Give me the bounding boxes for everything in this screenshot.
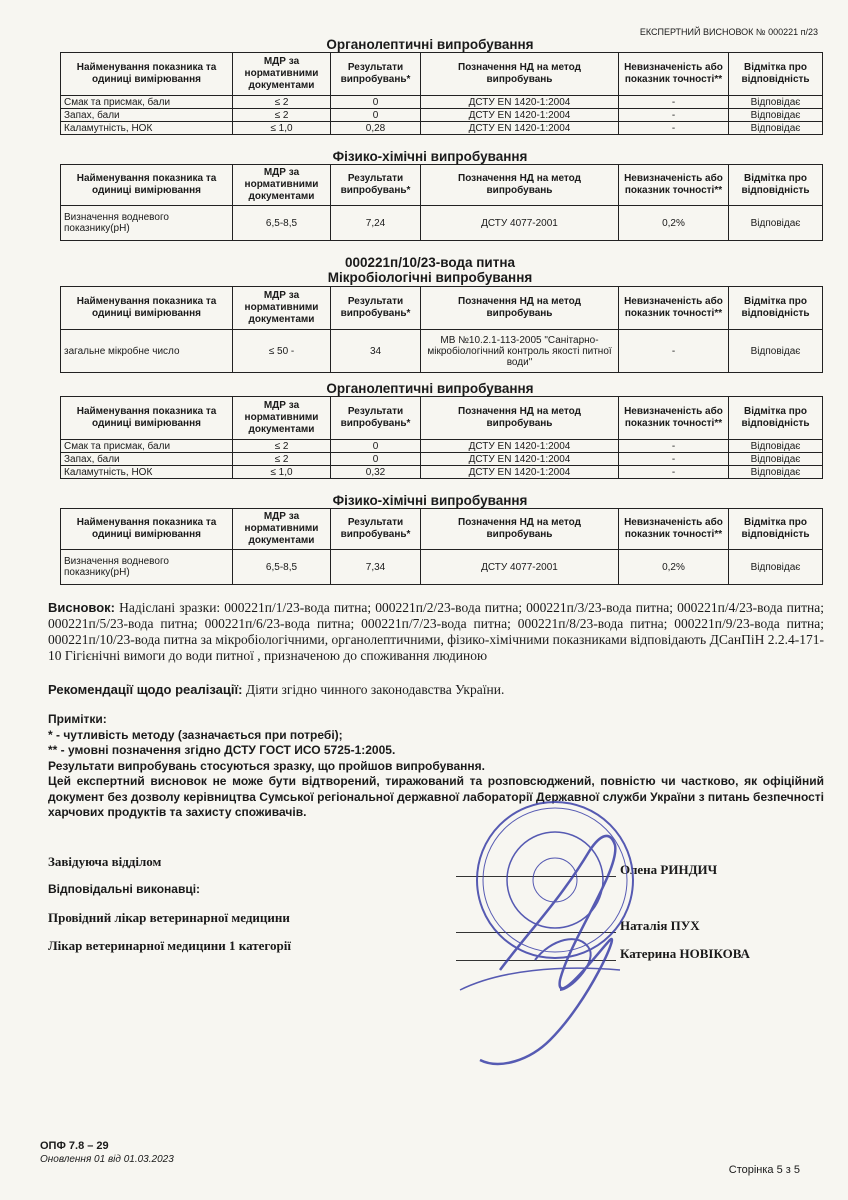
header-results: Результати випробувань* (331, 165, 421, 206)
header-results: Результати випробувань* (331, 287, 421, 330)
header-indicator: Найменування показника та одиниці вимірювання (61, 287, 233, 330)
cell: 0,2% (619, 550, 729, 585)
table-micro-2 (60, 286, 823, 373)
header-indicator: Найменування показника та одиниці вимірювання (61, 397, 233, 440)
conclusion-text: Надіслані зразки: 000221п/1/23-вода питна; 000221п/2/23-вода питна; 000221п/3/23-вода питна; 000221п/4/23-вода питна; 000221п/5/23-вода питна; 000221п/6/23-вода питна; 000221п/7/23-вода питна; 000221п/8/23-вода питна; 000221п/9/23-вода питна; 000221п/10/23-вода питна за мікробіологічними, органолептичними, фізико-хімічними показниками відповідають ДСанПіН 2.2.4-171-10 Гігієнічні вимоги до води питної , призначеною до споживання людиною (48, 600, 825, 663)
section-title-micro-2: Мікробіологічні випробування (327, 270, 533, 285)
name-1: Наталія ПУХ (620, 918, 700, 933)
cell: ДСТУ EN 1420-1:2004 (421, 96, 619, 109)
cell: Відповідає (729, 122, 823, 135)
cell: ДСТУ 4077-2001 (421, 550, 619, 585)
role-1: Провідний лікар ветеринарної медицини (48, 910, 290, 925)
cell: 0 (331, 440, 421, 453)
section-title-organoleptic-1: Органолептичні випробування (326, 37, 534, 52)
document-number: ЕКСПЕРТНИЙ ВИСНОВОК № 000221 п/23 (639, 27, 818, 37)
cell: ≤ 1,0 (233, 466, 331, 479)
cell: ≤ 50 - (233, 330, 331, 373)
recommendations (48, 682, 504, 698)
cell: Запах, бали (61, 453, 233, 466)
head-title: Завідуюча відділом (48, 854, 162, 869)
header-indicator: Найменування показника та одиниці вимірювання (61, 165, 233, 206)
cell: Смак та присмак, бали (61, 96, 233, 109)
cell: 34 (331, 330, 421, 373)
header-compliance: Відмітка про відповідність (729, 397, 823, 440)
recommendations-label: Рекомендації щодо реалізації: (48, 682, 243, 697)
conclusion (48, 600, 824, 664)
head-name: Олена РИНДИЧ (620, 862, 718, 877)
cell: ДСТУ 4077-2001 (421, 206, 619, 241)
table-row (61, 440, 823, 453)
table-row (61, 466, 823, 479)
recommendations-text: Діяти згідно чинного законодавства України. (245, 682, 505, 697)
cell: - (619, 122, 729, 135)
table-row (61, 96, 823, 109)
section-title-organoleptic-2: Органолептичні випробування (326, 381, 534, 396)
header-method: Позначення НД на метод випробувань (421, 53, 619, 96)
cell: ДСТУ EN 1420-1:2004 (421, 122, 619, 135)
cell: Запах, бали (61, 109, 233, 122)
form-code: ОПФ 7.8 – 29 (40, 1140, 109, 1152)
cell: Відповідає (729, 206, 823, 241)
header-results: Результати випробувань* (331, 509, 421, 550)
table-physchem-1 (60, 164, 823, 241)
cell: ≤ 1,0 (233, 122, 331, 135)
table-row (61, 122, 823, 135)
cell: Відповідає (729, 109, 823, 122)
header-uncertainty: Невизначеність або показник точності** (619, 509, 729, 550)
note-line: Результати випробувань стосуються зразку, що пройшов випробування. (48, 758, 486, 773)
cell: 0,32 (331, 466, 421, 479)
table-row (61, 206, 823, 241)
note-line: * - чутливість методу (зазначається при потребі); (48, 727, 343, 742)
cell: Каламутність, НОК (61, 466, 233, 479)
table-row (61, 453, 823, 466)
cell: Відповідає (729, 96, 823, 109)
page-number: Сторінка 5 з 5 (728, 1164, 800, 1176)
header-uncertainty: Невизначеність або показник точності** (619, 165, 729, 206)
cell: - (619, 440, 729, 453)
header-indicator: Найменування показника та одиниці вимірювання (61, 509, 233, 550)
header-mdr: МДР за нормативними документами (233, 287, 331, 330)
header-mdr: МДР за нормативними документами (233, 397, 331, 440)
table-organoleptic-2 (60, 396, 823, 479)
cell: 0 (331, 96, 421, 109)
cell: - (619, 466, 729, 479)
cell: 7,24 (331, 206, 421, 241)
table-physchem-2 (60, 508, 823, 585)
cell: 0,28 (331, 122, 421, 135)
cell: Визначення водневого показнику(pH) (61, 550, 233, 585)
header-uncertainty: Невизначеність або показник точності** (619, 397, 729, 440)
cell: Смак та присмак, бали (61, 440, 233, 453)
table-organoleptic-1 (60, 52, 823, 135)
cell: 0,2% (619, 206, 729, 241)
cell: Відповідає (729, 466, 823, 479)
header-method: Позначення НД на метод випробувань (421, 509, 619, 550)
cell: 0 (331, 109, 421, 122)
section-title-physchem-2: Фізико-хімічні випробування (332, 493, 528, 508)
header-uncertainty: Невизначеність або показник точності** (619, 53, 729, 96)
header-method: Позначення НД на метод випробувань (421, 287, 619, 330)
responsible-label: Відповідальні виконавці: (48, 882, 201, 896)
cell: Відповідає (729, 453, 823, 466)
header-results: Результати випробувань* (331, 53, 421, 96)
cell: Відповідає (729, 440, 823, 453)
note-line: ** - умовні позначення згідно ДСТУ ГОСТ ИСО 5725-1:2005. (48, 743, 396, 757)
cell: ≤ 2 (233, 440, 331, 453)
header-compliance: Відмітка про відповідність (729, 287, 823, 330)
cell: - (619, 453, 729, 466)
table-header-row (61, 287, 823, 330)
header-mdr: МДР за нормативними документами (233, 53, 331, 96)
update-note: Оновлення 01 від 01.03.2023 (40, 1154, 174, 1165)
cell: ДСТУ EN 1420-1:2004 (421, 453, 619, 466)
sample-title: 000221п/10/23-вода питна (345, 255, 515, 270)
footer-form (40, 1140, 174, 1165)
cell: Визначення водневого показнику(pH) (61, 206, 233, 241)
notes (48, 712, 824, 821)
cell: - (619, 109, 729, 122)
section-title-physchem-1: Фізико-хімічні випробування (332, 149, 528, 164)
cell: Відповідає (729, 330, 823, 373)
notes-title: Примітки: (48, 712, 107, 726)
table-header-row (61, 165, 823, 206)
table-row (61, 330, 823, 373)
cell: Відповідає (729, 550, 823, 585)
cell: Каламутність, НОК (61, 122, 233, 135)
header-compliance: Відмітка про відповідність (729, 509, 823, 550)
cell: 6,5-8,5 (233, 206, 331, 241)
cell: МВ №10.2.1-113-2005 "Санітарно-мікробіологічний контроль якості питної води" (421, 330, 619, 373)
cell: ДСТУ EN 1420-1:2004 (421, 109, 619, 122)
header-mdr: МДР за нормативними документами (233, 509, 331, 550)
table-header-row (61, 53, 823, 96)
table-header-row (61, 509, 823, 550)
cell: - (619, 330, 729, 373)
cell: загальне мікробне число (61, 330, 233, 373)
official-stamp-icon (440, 790, 670, 1080)
header-method: Позначення НД на метод випробувань (421, 165, 619, 206)
table-row (61, 550, 823, 585)
cell: 6,5-8,5 (233, 550, 331, 585)
cell: 0 (331, 453, 421, 466)
cell: - (619, 96, 729, 109)
cell: ДСТУ EN 1420-1:2004 (421, 466, 619, 479)
cell: ≤ 2 (233, 96, 331, 109)
header-method: Позначення НД на метод випробувань (421, 397, 619, 440)
conclusion-label: Висновок: (48, 600, 115, 615)
note-line: Цей експертний висновок не може бути відтворений, тиражований та розповсюджений, повністю чи частково, як офіційний документ без дозволу керівництва Сумської регіональної державної лабораторії Державної служби України з питань безпечності харчових продуктів та захисту споживачів. (48, 774, 824, 819)
header-results: Результати випробувань* (331, 397, 421, 440)
cell: ≤ 2 (233, 109, 331, 122)
table-header-row (61, 397, 823, 440)
table-row (61, 109, 823, 122)
role-2: Лікар ветеринарної медицини 1 категорії (48, 938, 291, 953)
header-compliance: Відмітка про відповідність (729, 165, 823, 206)
header-indicator: Найменування показника та одиниці вимірювання (61, 53, 233, 96)
cell: ДСТУ EN 1420-1:2004 (421, 440, 619, 453)
header-compliance: Відмітка про відповідність (729, 53, 823, 96)
name-2: Катерина НОВІКОВА (620, 946, 750, 961)
cell: 7,34 (331, 550, 421, 585)
header-uncertainty: Невизначеність або показник точності** (619, 287, 729, 330)
header-mdr: МДР за нормативними документами (233, 165, 331, 206)
cell: ≤ 2 (233, 453, 331, 466)
